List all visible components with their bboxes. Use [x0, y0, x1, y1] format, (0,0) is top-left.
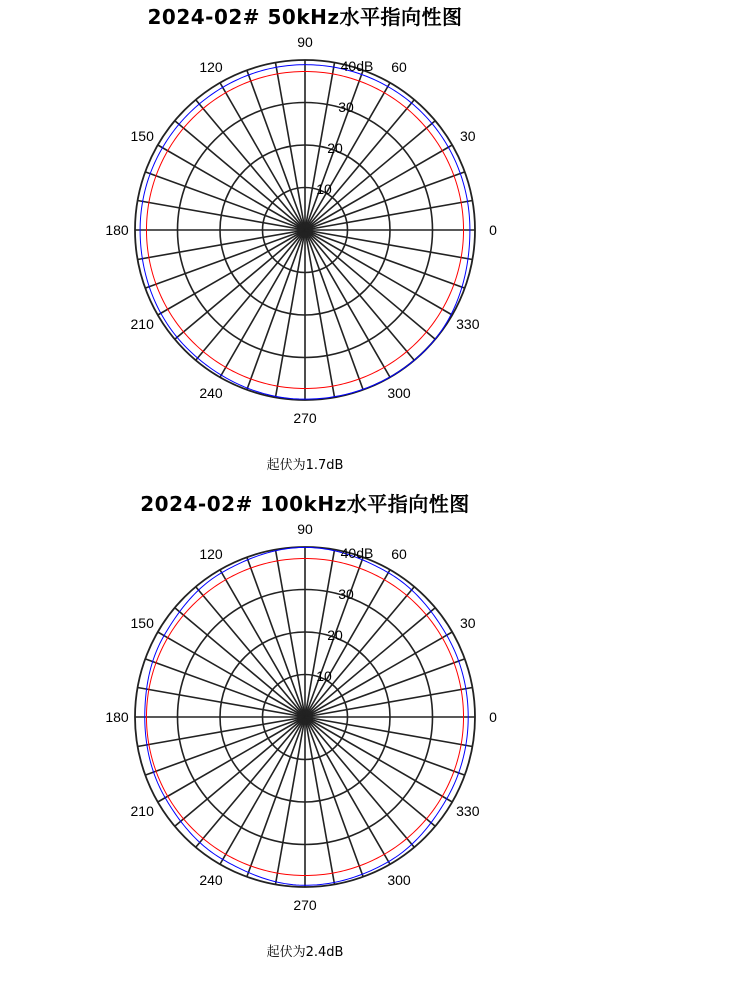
angle-tick-label: 210	[130, 803, 154, 819]
radial-tick-label: 30	[338, 98, 354, 115]
angle-tick-label: 330	[456, 803, 480, 819]
angle-tick-label: 120	[199, 59, 223, 76]
radial-tick-label: 40dB	[340, 544, 374, 561]
angle-tick-label: 150	[130, 128, 154, 144]
polar-grid	[135, 57, 475, 400]
angle-tick-label: 0	[489, 709, 497, 725]
radial-tick-label: 40dB	[340, 57, 374, 74]
angle-tick-label: 330	[456, 316, 480, 332]
angle-tick-label: 240	[199, 384, 223, 401]
radial-tick-label: 30	[338, 585, 354, 602]
chart-title: 2024-02# 50kHz水平指向性图	[147, 5, 463, 29]
polar-plot-svg	[0, 487, 732, 990]
angle-tick-label: 270	[293, 897, 317, 913]
angle-tick-label: 30	[460, 128, 476, 144]
angle-tick-label: 270	[293, 410, 317, 426]
angle-tick-label: 150	[130, 615, 154, 631]
chart-caption: 起伏为2.4dB	[266, 945, 344, 960]
angle-tick-label: 210	[130, 316, 154, 332]
polar-chart-100khz	[0, 487, 732, 990]
angle-tick-label: 300	[387, 871, 411, 888]
angle-tick-label: 0	[489, 222, 497, 238]
angle-tick-label: 300	[387, 384, 411, 401]
radial-tick-label: 10	[316, 180, 332, 197]
polar-grid	[135, 544, 475, 887]
angle-tick-label: 90	[297, 34, 313, 50]
angle-tick-label: 30	[460, 615, 476, 631]
angle-tick-label: 60	[391, 59, 407, 76]
angle-tick-label: 180	[105, 709, 129, 725]
angle-tick-label: 240	[199, 871, 223, 888]
angle-tick-label: 60	[391, 546, 407, 563]
radial-tick-label: 20	[327, 139, 343, 156]
chart-title: 2024-02# 100kHz水平指向性图	[140, 492, 470, 516]
chart-caption: 起伏为1.7dB	[266, 458, 344, 473]
radial-tick-label: 20	[327, 626, 343, 643]
angle-tick-label: 120	[199, 546, 223, 563]
angle-tick-label: 180	[105, 222, 129, 238]
angle-tick-label: 90	[297, 521, 313, 537]
radial-tick-label: 10	[316, 667, 332, 684]
